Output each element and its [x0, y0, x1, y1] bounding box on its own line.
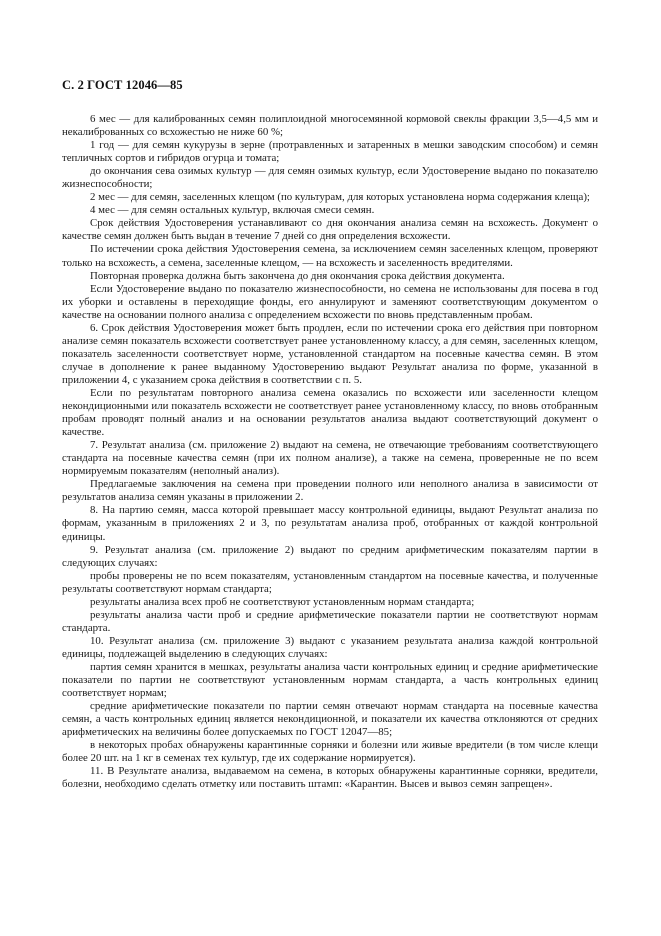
document-body: [62, 113, 598, 791]
paragraph: 6. Срок действия Удостоверения может быть продлен, если по истечении срока его действия при повторном анализе семян показатель всхожести соответствует ранее установленному классу, а для семян, заселенных клещом, показатель заселенности соответствует норме, установленной стандартом на посевные качества семян. В этом случае в дополнение к ранее выданному Удостоверению выдают Результат анализа по форме, указанной в приложении 4, с указанием срока действия в соответствии с п. 5.: [62, 321, 598, 386]
paragraph: Если по результатам повторного анализа семена оказались по всхожести или заселенности клещом некондиционными или показатель всхожести не соответствует ранее установленному классу, по вновь отобранным пробам проводят полный анализ и на основании результатов анализа выдают соответствующий документ о качестве.: [62, 386, 598, 439]
paragraph: 6 мес — для калиброванных семян полиплоидной многосемянной кормовой свеклы фракции 3,5—4,5 мм и некалиброванных со всхожестью не ниже 60 %;: [62, 113, 598, 139]
paragraph: 9. Результат анализа (см. приложение 2) выдают по средним арифметическим показателям партии в следующих случаях:: [62, 543, 598, 569]
paragraph: результаты анализа всех проб не соответствуют установленным нормам стандарта;: [90, 595, 475, 608]
paragraph: Если Удостоверение выдано по показателю жизнеспособности, но семена не использованы для посева в год их уборки и оставлены в переходящие фонды, его аннулируют и заменяют соответствующим документом о качестве на основании полного анализа с определением всхожести по вновь представленным пробам.: [62, 282, 598, 321]
paragraph: результаты анализа части проб и средние арифметические показатели партии не соответствуют нормам стандарта.: [62, 608, 598, 634]
paragraph: 8. На партию семян, масса которой превышает массу контрольной единицы, выдают Результат анализа по формам, указанным в приложениях 2 и 3, по результатам анализа проб, отобранных от каждой контрольной единицы.: [62, 504, 598, 543]
paragraph: партия семян хранится в мешках, результаты анализа части контрольных единиц и средние арифметические показатели по партии не соответствуют установленным нормам стандарта, а часть контрольных единиц соответствует нормам;: [62, 660, 598, 700]
paragraph: до окончания сева озимых культур — для семян озимых культур, если Удостоверение выдано по показателю жизнеспособности;: [62, 165, 598, 191]
paragraph: 2 мес — для семян, заселенных клещом (по культурам, для которых установлена норма содержания клеща);: [90, 191, 590, 204]
page-header: С. 2 ГОСТ 12046—85: [62, 78, 183, 92]
paragraph: 10. Результат анализа (см. приложение 3) выдают с указанием результата анализа каждой контрольной единицы, подлежащей выделению в следующих случаях:: [62, 634, 598, 660]
paragraph: пробы проверены не по всем показателям, установленным стандартом на посевные качества, и полученные результаты соответствуют нормам стандарта;: [62, 569, 598, 595]
paragraph: 7. Результат анализа (см. приложение 2) выдают на семена, не отвечающие требованиям соответствующего стандарта на посевные качества семян (при их полном анализе), а также на семена, проверенные не по всем нормируемым показателям (неполный анализ).: [62, 439, 598, 478]
paragraph: 11. В Результате анализа, выдаваемом на семена, в которых обнаружены карантинные сорняки, вредители, болезни, необходимо сделать отметку или поставить штамп: «Карантин. Высев и вывоз семян запрещен».: [62, 765, 598, 791]
paragraph: Повторная проверка должна быть закончена до дня окончания срока действия документа.: [90, 269, 505, 282]
paragraph: средние арифметические показатели по партии семян отвечают нормам стандарта на посевные качества семян, а часть контрольных единиц является некондиционной, и показатели их качества отклоняются от средних арифметических на величины более допускаемых по ГОСТ 12047—85;: [62, 700, 598, 739]
paragraph: 1 год — для семян кукурузы в зерне (протравленных и затаренных в мешки заводским способом) и семян тепличных сортов и гибридов огурца и томата;: [62, 139, 598, 165]
paragraph: в некоторых пробах обнаружены карантинные сорняки и болезни или живые вредители (в том числе клещи более 20 шт. на 1 кг в семенах тех культур, где их содержание нормируется).: [62, 739, 598, 765]
paragraph: Предлагаемые заключения на семена при проведении полного или неполного анализа в зависимости от результатов анализа семян указаны в приложении 2.: [62, 478, 598, 504]
paragraph: Срок действия Удостоверения устанавливают со дня окончания анализа семян на всхожесть. Документ о качестве семян должен быть выдан в течение 7 дней со дня определения всхожести.: [62, 217, 598, 243]
paragraph: По истечении срока действия Удостоверения семена, за исключением семян заселенных клещом, проверяют только на всхожесть, а семена, заселенные клещом, — на всхожесть и заселенность вредителями.: [62, 243, 598, 269]
paragraph: 4 мес — для семян остальных культур, включая смеси семян.: [90, 204, 375, 217]
